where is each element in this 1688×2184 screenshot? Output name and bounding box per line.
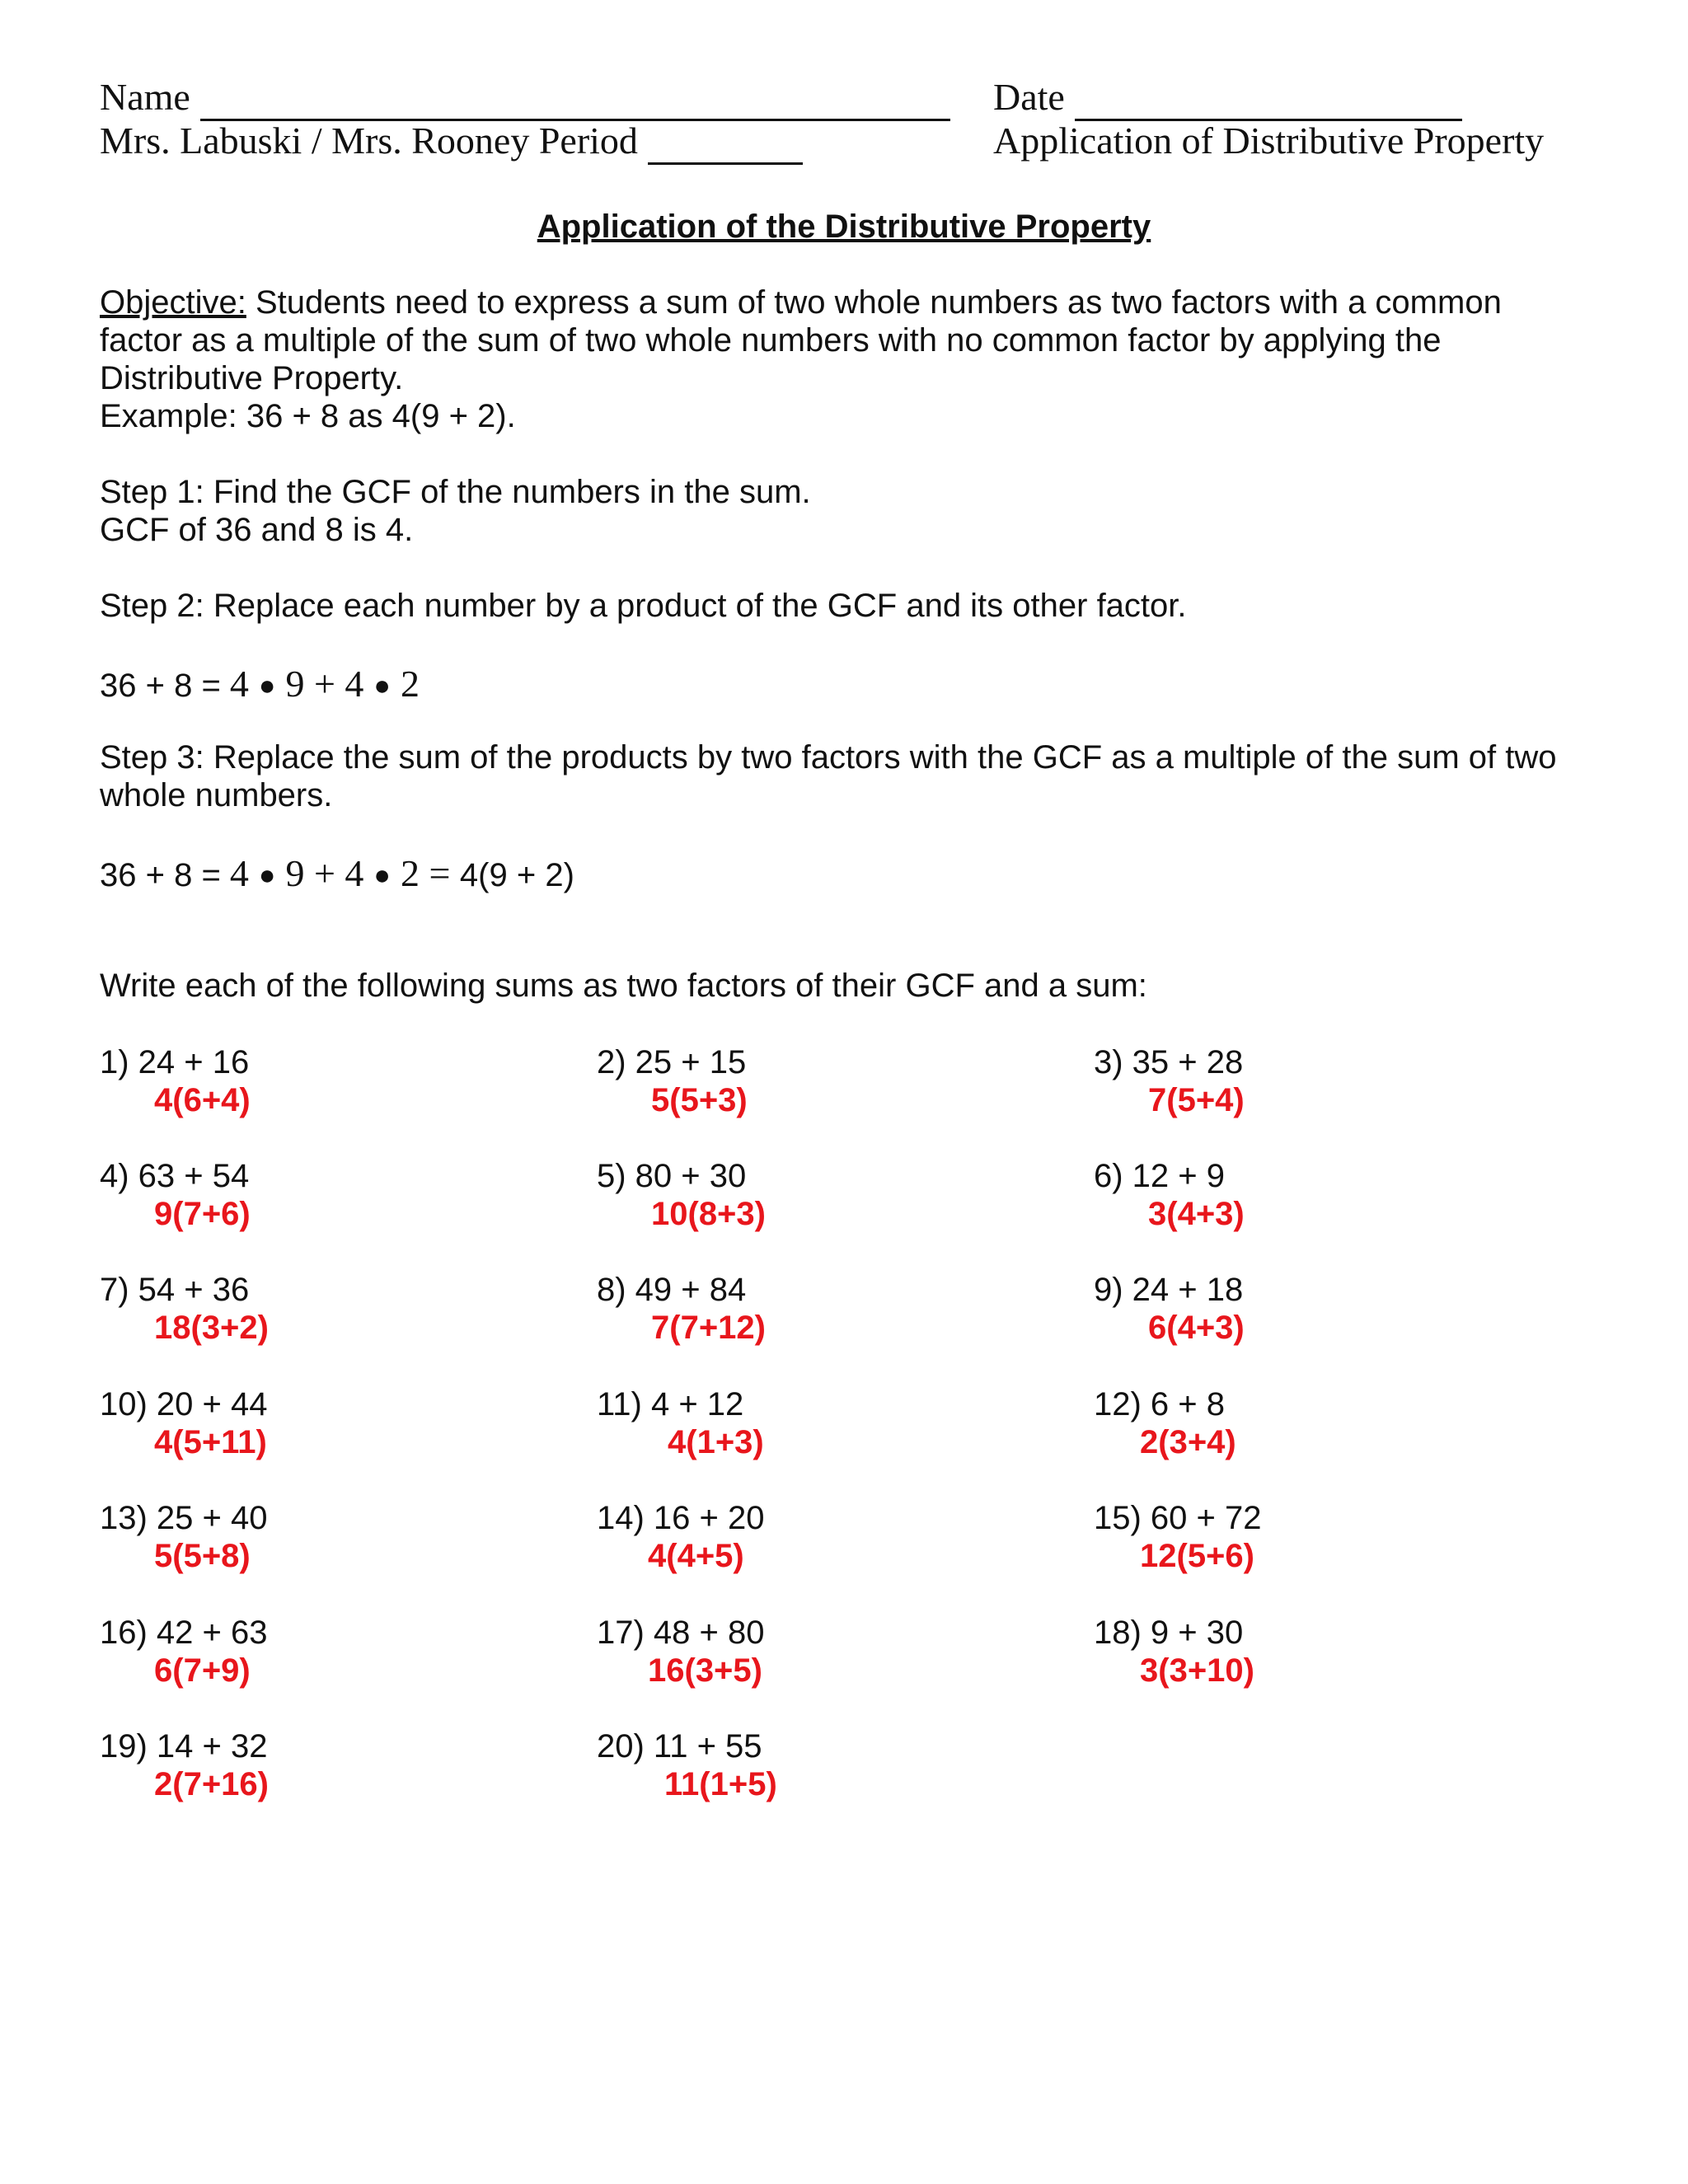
objective-example: Example: 36 + 8 as 4(9 + 2). — [100, 398, 516, 434]
date-field — [993, 76, 1462, 121]
objective-label: Objective: — [100, 284, 246, 321]
period-blank[interactable] — [648, 120, 803, 165]
problem-item — [1094, 1614, 1555, 1690]
multiply-dot-icon: ● — [373, 860, 391, 891]
problem-answer: 5(5+3) — [651, 1082, 748, 1118]
problem-answer: 7(7+12) — [651, 1310, 766, 1346]
problem-item — [597, 1614, 1058, 1690]
step-3-eq-b: 9 + 4 — [285, 852, 364, 894]
problem-answer: 16(3+5) — [648, 1652, 762, 1689]
problem-answer: 18(3+2) — [154, 1310, 269, 1346]
step-2-eq-b: 9 + 4 — [285, 663, 364, 705]
problem-answer: 4(5+11) — [154, 1424, 267, 1460]
problem-answer: 5(5+8) — [154, 1538, 251, 1574]
problem-question: 5) 80 + 30 — [597, 1158, 747, 1194]
problem-item — [100, 1614, 561, 1690]
problem-question: 14) 16 + 20 — [597, 1500, 765, 1536]
step-2-eq-c: 2 — [400, 663, 420, 705]
problem-item — [1094, 1271, 1555, 1347]
step-2-eq-left: 36 + 8 = — [100, 668, 230, 704]
problem-question: 20) 11 + 55 — [597, 1728, 762, 1765]
problem-answer: 6(7+9) — [154, 1652, 251, 1689]
objective — [100, 284, 1583, 435]
problem-item — [597, 1727, 1058, 1803]
problem-answer: 4(6+4) — [154, 1082, 251, 1118]
problem-question: 2) 25 + 15 — [597, 1044, 747, 1080]
problem-answer: 6(4+3) — [1148, 1310, 1245, 1346]
problem-question: 18) 9 + 30 — [1094, 1615, 1244, 1651]
problem-answer: 4(4+5) — [648, 1538, 744, 1574]
problem-item — [597, 1271, 1058, 1347]
problem-answer: 10(8+3) — [651, 1196, 766, 1232]
problem-item — [100, 1157, 561, 1233]
problem-question: 4) 63 + 54 — [100, 1158, 250, 1194]
problem-answer: 12(5+6) — [1140, 1538, 1254, 1574]
step-3-eq-result: 4(9 + 2) — [459, 857, 574, 893]
problem-item — [100, 1271, 561, 1347]
name-field — [100, 76, 950, 121]
problem-question: 15) 60 + 72 — [1094, 1500, 1262, 1536]
problem-answer: 11(1+5) — [664, 1766, 777, 1802]
period-label: Mrs. Labuski / Mrs. Rooney Period — [100, 120, 638, 162]
problem-question: 3) 35 + 28 — [1094, 1044, 1244, 1080]
problem-question: 17) 48 + 80 — [597, 1615, 765, 1651]
step-1 — [100, 473, 1583, 549]
assignment-title: Application of Distributive Property — [993, 120, 1545, 162]
problem-item — [597, 1157, 1058, 1233]
page-title: Application of the Distributive Property — [537, 209, 1151, 245]
date-blank[interactable] — [1075, 76, 1462, 121]
problem-answer: 3(3+10) — [1140, 1652, 1254, 1689]
problem-question: 16) 42 + 63 — [100, 1615, 268, 1651]
step-3-text: Step 3: Replace the sum of the products by two factors with the GCF as a multiple of the sum of two whole numbers. — [100, 739, 1557, 813]
problem-answer: 9(7+6) — [154, 1196, 251, 1232]
multiply-dot-icon: ● — [258, 860, 276, 891]
problem-answer: 3(4+3) — [1148, 1196, 1245, 1232]
problem-answer: 4(1+3) — [668, 1424, 764, 1460]
problem-question: 12) 6 + 8 — [1094, 1386, 1226, 1422]
problem-question: 9) 24 + 18 — [1094, 1272, 1244, 1308]
problem-question: 11) 4 + 12 — [597, 1386, 744, 1422]
problem-item — [1094, 1499, 1555, 1575]
problem-item — [597, 1385, 1058, 1461]
problem-answer: 2(3+4) — [1140, 1424, 1236, 1460]
problem-item — [100, 1043, 561, 1119]
step-1-text: Step 1: Find the GCF of the numbers in the sum. — [100, 474, 811, 510]
problem-answer: 2(7+16) — [154, 1766, 269, 1802]
multiply-dot-icon: ● — [258, 670, 276, 701]
step-2-text: Step 2: Replace each number by a product of the GCF and its other factor. — [100, 588, 1187, 624]
problem-question: 8) 49 + 84 — [597, 1272, 747, 1308]
step-3-eq-a: 4 — [229, 852, 249, 894]
step-3-eq-left: 36 + 8 = — [100, 857, 230, 893]
period-field — [100, 120, 803, 165]
problem-question: 7) 54 + 36 — [100, 1272, 250, 1308]
objective-text: Students need to express a sum of two whole numbers as two factors with a common factor as a multiple of the sum of two whole numbers with no common factor by applying the Distributive Property. — [100, 284, 1502, 396]
problem-question: 13) 25 + 40 — [100, 1500, 268, 1536]
problem-question: 10) 20 + 44 — [100, 1386, 268, 1422]
name-label: Name — [100, 76, 190, 118]
step-2-equation — [100, 663, 420, 706]
step-2-eq-a: 4 — [229, 663, 249, 705]
step-3-eq-c: 2 = — [400, 852, 460, 894]
name-blank[interactable] — [200, 76, 950, 121]
date-label: Date — [993, 76, 1065, 118]
problem-item — [597, 1043, 1058, 1119]
problem-question: 1) 24 + 16 — [100, 1044, 250, 1080]
step-1-gcf: GCF of 36 and 8 is 4. — [100, 512, 414, 548]
problem-question: 6) 12 + 9 — [1094, 1158, 1226, 1194]
step-3-equation — [100, 852, 574, 896]
multiply-dot-icon: ● — [373, 670, 391, 701]
problem-item — [100, 1385, 561, 1461]
problem-item — [597, 1499, 1058, 1575]
problem-item — [100, 1727, 561, 1803]
problem-question: 19) 14 + 32 — [100, 1728, 268, 1765]
problem-item — [100, 1499, 561, 1575]
problem-item — [1094, 1043, 1555, 1119]
problem-item — [1094, 1385, 1555, 1461]
problem-answer: 7(5+4) — [1148, 1082, 1245, 1118]
problem-item — [1094, 1157, 1555, 1233]
instructions: Write each of the following sums as two factors of their GCF and a sum: — [100, 968, 1147, 1004]
